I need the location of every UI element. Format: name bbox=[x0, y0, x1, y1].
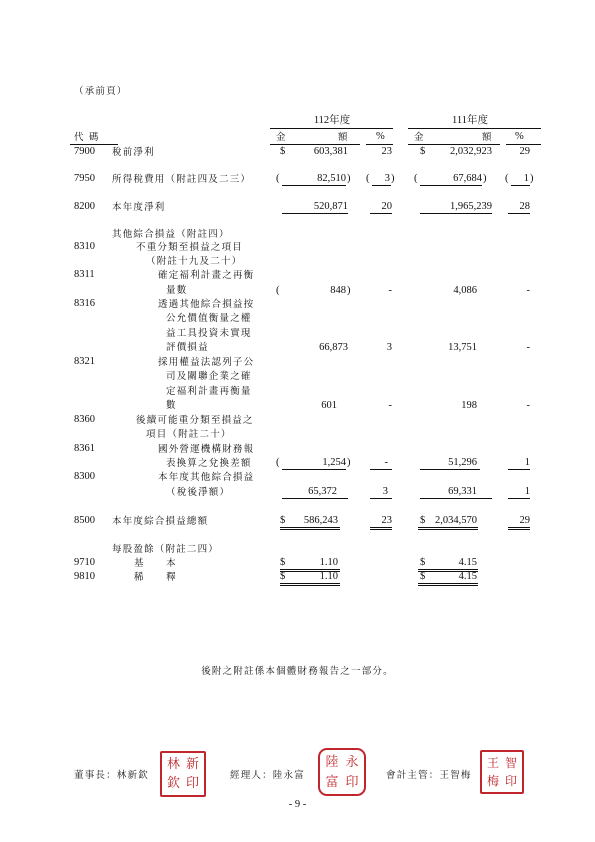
pct-header-112: % bbox=[376, 131, 385, 142]
pct-7900-111: 29 bbox=[519, 146, 530, 157]
label-8321-line3: 定福利計畫再衡量 bbox=[166, 386, 252, 397]
amount-7900-112: 603,381 bbox=[313, 146, 348, 157]
year-111-header: 111年度 bbox=[452, 115, 488, 126]
seal-char: 印 bbox=[345, 774, 359, 790]
amount-8200-111: 1,965,239 bbox=[450, 201, 492, 212]
seal-char: 陸 bbox=[325, 754, 339, 770]
seal-char: 富 bbox=[325, 774, 339, 790]
code-header: 代 碼 bbox=[74, 132, 100, 143]
paren-open-8311-112: ( bbox=[276, 285, 280, 296]
label-8311-line2: 量數 bbox=[166, 285, 188, 296]
paren-close-7950-112: ) bbox=[347, 173, 351, 184]
code-8300: 8300 bbox=[74, 471, 95, 482]
rule-9810-112-a bbox=[280, 583, 340, 584]
label-8300-line2: （稅後淨額） bbox=[166, 487, 231, 498]
amount-8321-111: 198 bbox=[461, 400, 477, 411]
pct-8300-112: 3 bbox=[382, 486, 388, 497]
rule-8361-112 bbox=[282, 469, 346, 470]
amount-8361-111: 51,296 bbox=[448, 457, 477, 468]
amount-8311-112: 848 bbox=[330, 285, 346, 296]
year-112-rule bbox=[270, 128, 393, 129]
label-8360-line1: 後續可能重分類至損益之 bbox=[136, 415, 254, 426]
rule-7950-112 bbox=[282, 185, 346, 186]
rule-8500-112-b bbox=[280, 529, 340, 530]
amount-8200-112: 520,871 bbox=[313, 201, 348, 212]
pct-8500-112: 23 bbox=[381, 515, 392, 526]
pct-8321-111: - bbox=[526, 400, 530, 411]
page-number: - 9 - bbox=[288, 799, 307, 810]
paren-open-7950-112: ( bbox=[276, 173, 280, 184]
rule-8361-p111 bbox=[508, 469, 530, 470]
rule-9810-111-a bbox=[418, 583, 478, 584]
amount-8300-111: 69,331 bbox=[448, 486, 477, 497]
header-rule-p111 bbox=[506, 144, 541, 145]
amount-header-111-left: 金 bbox=[414, 132, 425, 143]
paren-close-7950-p111: ) bbox=[530, 173, 534, 184]
currency-7900-111: $ bbox=[420, 146, 426, 157]
footnote: 後附之附註係本個體財務報告之一部分。 bbox=[201, 666, 394, 677]
amount-7950-111: 67,684 bbox=[453, 173, 482, 184]
eps-9810-112: 1.10 bbox=[319, 571, 338, 582]
label-8361-line2: 表換算之兌換差額 bbox=[166, 458, 252, 469]
eps-9710-111: 4.15 bbox=[458, 557, 477, 568]
rule-9710-112-a bbox=[280, 569, 340, 570]
paren-open-7950-p112: ( bbox=[366, 173, 370, 184]
label-8361-line1: 國外營運機構財務報 bbox=[158, 444, 255, 455]
amount-8500-111: 2,034,570 bbox=[435, 515, 477, 526]
year-111-rule bbox=[408, 128, 541, 129]
paren-open-8361-112: ( bbox=[276, 457, 280, 468]
label-8311-line1: 確定福利計畫之再衡 bbox=[158, 270, 255, 281]
chairman-signature: 董事長：林新欽 bbox=[74, 770, 149, 781]
rule-8500-111-b bbox=[418, 529, 478, 530]
code-8361: 8361 bbox=[74, 443, 95, 454]
year-112-header: 112年度 bbox=[313, 115, 351, 126]
rule-9810-112-b bbox=[280, 585, 340, 586]
manager-seal bbox=[318, 748, 366, 796]
rule-8200-111 bbox=[420, 213, 492, 214]
amount-7950-112: 82,510 bbox=[317, 173, 346, 184]
manager-signature: 經理人：陸永富 bbox=[230, 770, 305, 781]
pct-header-111: % bbox=[515, 131, 524, 142]
rule-8300-p112 bbox=[370, 498, 392, 499]
rule-8300-111 bbox=[420, 498, 492, 499]
label-8316-line2: 公允價值衡量之權 bbox=[166, 313, 252, 324]
eps-9710-112: 1.10 bbox=[319, 557, 338, 568]
amount-8316-111: 13,751 bbox=[448, 342, 477, 353]
seal-char: 智 bbox=[504, 756, 517, 770]
label-7900: 稅前淨利 bbox=[112, 147, 155, 158]
rule-8200-p111 bbox=[508, 213, 530, 214]
paren-close-7950-111: ) bbox=[483, 173, 487, 184]
label-8321-line1: 採用權益法認列子公 bbox=[158, 357, 255, 368]
pct-7900-112: 23 bbox=[381, 146, 392, 157]
amount-8316-112: 66,873 bbox=[319, 342, 348, 353]
rule-8200-112 bbox=[282, 213, 348, 214]
label-9810: 稀 釋 bbox=[134, 572, 177, 583]
code-8311: 8311 bbox=[74, 269, 95, 280]
label-8316-line1: 透過其他綜合損益按 bbox=[158, 299, 255, 310]
code-8310: 8310 bbox=[74, 241, 95, 252]
rule-8500-p112-a bbox=[370, 527, 392, 528]
rule-8500-p111-a bbox=[508, 527, 530, 528]
amount-8361-112: 1,254 bbox=[322, 457, 346, 468]
rule-7950-p112 bbox=[372, 185, 391, 186]
pct-8311-112: - bbox=[388, 285, 392, 296]
paren-open-7950-111: ( bbox=[414, 173, 418, 184]
currency-9710-112: $ bbox=[280, 557, 286, 568]
label-8321-line2: 司及關聯企業之確 bbox=[166, 371, 252, 382]
accountant-seal bbox=[480, 750, 524, 794]
code-9710: 9710 bbox=[74, 557, 95, 568]
header-rule-a111 bbox=[408, 144, 500, 145]
currency-9810-111: $ bbox=[420, 571, 426, 582]
code-8500: 8500 bbox=[74, 515, 95, 526]
pct-7950-111: 1 bbox=[523, 173, 529, 184]
rule-8200-p112 bbox=[370, 213, 392, 214]
continued-note: （承前頁） bbox=[74, 86, 128, 97]
pct-8500-111: 29 bbox=[519, 515, 530, 526]
label-8500: 本年度綜合損益總額 bbox=[112, 516, 209, 527]
amount-header-111-right: 額 bbox=[482, 132, 493, 143]
code-8360: 8360 bbox=[74, 414, 95, 425]
pct-8200-112: 20 bbox=[381, 201, 392, 212]
code-9810: 9810 bbox=[74, 571, 95, 582]
code-8316: 8316 bbox=[74, 298, 95, 309]
chairman-seal bbox=[160, 751, 206, 797]
seal-char: 梅 bbox=[486, 774, 499, 788]
seal-char: 永 bbox=[345, 754, 359, 770]
paren-close-8311-112: ) bbox=[347, 285, 351, 296]
rule-7950-111 bbox=[420, 185, 482, 186]
label-8300-line1: 本年度其他綜合損益 bbox=[158, 472, 255, 483]
currency-9810-112: $ bbox=[280, 571, 286, 582]
pct-8321-112: - bbox=[388, 400, 392, 411]
paren-close-8361-112: ) bbox=[347, 457, 351, 468]
amount-8321-112: 601 bbox=[321, 400, 337, 411]
label-8321-line4: 數 bbox=[166, 400, 177, 411]
seal-char: 印 bbox=[185, 776, 199, 791]
pct-8361-112: - bbox=[384, 457, 388, 468]
header-rule-a112 bbox=[270, 144, 360, 145]
pct-7950-112: 3 bbox=[384, 173, 390, 184]
rule-8500-112-a bbox=[280, 527, 340, 528]
rule-9710-111-a bbox=[418, 569, 478, 570]
pct-8311-111: - bbox=[526, 285, 530, 296]
seal-char: 王 bbox=[486, 756, 499, 770]
rule-8300-p111 bbox=[508, 498, 530, 499]
rule-8361-111 bbox=[420, 469, 480, 470]
currency-8500-111: $ bbox=[420, 515, 426, 526]
rule-8361-p112 bbox=[370, 469, 392, 470]
paren-open-7950-p111: ( bbox=[505, 173, 509, 184]
header-rule-code bbox=[70, 144, 118, 145]
eps-9810-111: 4.15 bbox=[458, 571, 477, 582]
label-8200: 本年度淨利 bbox=[112, 202, 166, 213]
rule-8500-111-a bbox=[418, 527, 478, 528]
seal-char: 新 bbox=[185, 757, 199, 772]
rule-8300-112 bbox=[282, 498, 348, 499]
label-8310-line2: （附註十九及二十） bbox=[146, 256, 243, 267]
pct-8316-112: 3 bbox=[386, 342, 392, 353]
amount-header-112-right: 額 bbox=[338, 132, 349, 143]
amount-header-112-left: 金 bbox=[276, 132, 287, 143]
seal-char: 林 bbox=[166, 757, 180, 772]
pct-8361-111: 1 bbox=[524, 457, 530, 468]
code-8200: 8200 bbox=[74, 201, 95, 212]
header-rule-p112 bbox=[366, 144, 393, 145]
rule-9810-111-b bbox=[418, 585, 478, 586]
code-7900: 7900 bbox=[74, 146, 95, 157]
currency-7900-112: $ bbox=[280, 146, 286, 157]
pct-8200-111: 28 bbox=[519, 201, 530, 212]
amount-8300-112: 65,372 bbox=[308, 486, 337, 497]
amount-7900-111: 2,032,923 bbox=[450, 146, 492, 157]
eps-title: 每股盈餘（附註二四） bbox=[112, 544, 220, 555]
label-8310-line1: 不重分類至損益之項目 bbox=[136, 242, 244, 253]
paren-close-7950-p112: ) bbox=[391, 173, 395, 184]
accountant-signature: 會計主管：王智梅 bbox=[386, 770, 472, 781]
currency-9710-111: $ bbox=[420, 557, 426, 568]
amount-8500-112: 586,243 bbox=[303, 515, 338, 526]
label-7950: 所得稅費用（附註四及二三） bbox=[112, 174, 252, 185]
pct-8300-111: 1 bbox=[524, 486, 530, 497]
code-7950: 7950 bbox=[74, 173, 95, 184]
pct-8316-111: - bbox=[526, 342, 530, 353]
currency-8500-112: $ bbox=[280, 515, 286, 526]
label-8316-line4: 評價損益 bbox=[166, 342, 209, 353]
oci-title: 其他綜合損益（附註四） bbox=[112, 229, 230, 240]
label-8316-line3: 益工具投資未實現 bbox=[166, 328, 252, 339]
label-8360-line2: 項目（附註二十） bbox=[146, 429, 232, 440]
amount-8311-111: 4,086 bbox=[453, 285, 477, 296]
rule-7950-p111 bbox=[511, 185, 530, 186]
label-9710: 基 本 bbox=[134, 558, 177, 569]
code-8321: 8321 bbox=[74, 356, 95, 367]
seal-char: 欽 bbox=[166, 776, 180, 791]
rule-8500-p111-b bbox=[508, 529, 530, 530]
rule-8500-p112-b bbox=[370, 529, 392, 530]
seal-char: 印 bbox=[504, 774, 517, 788]
